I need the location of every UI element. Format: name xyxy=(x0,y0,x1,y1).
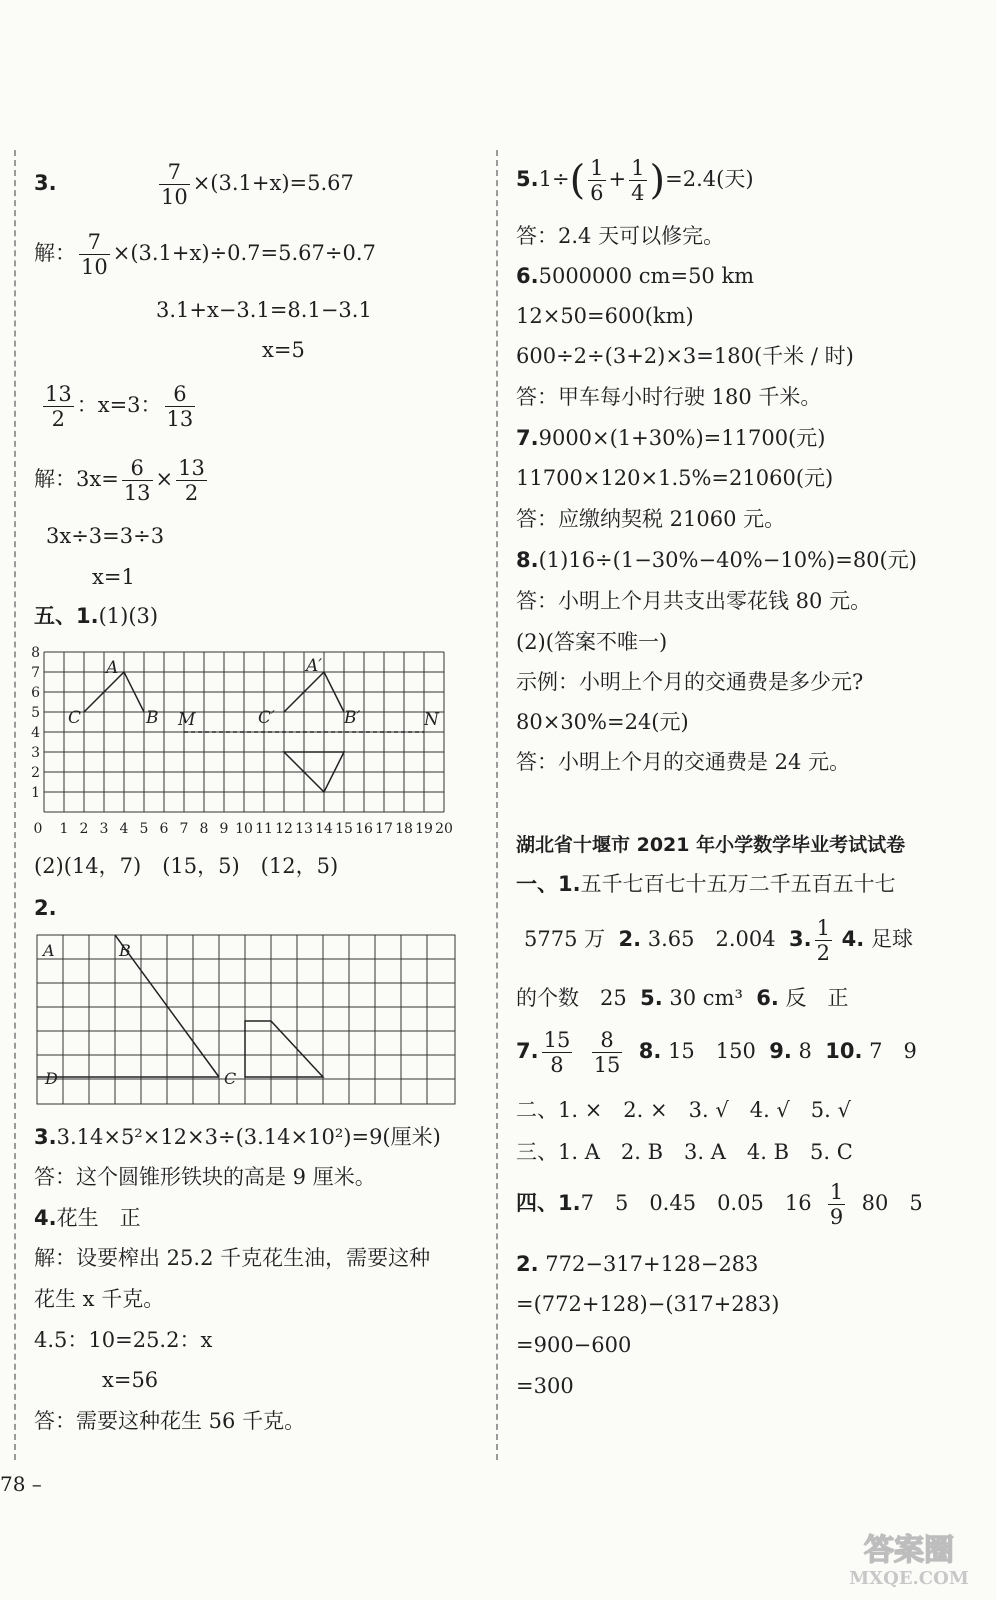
q4-solution-2: 花生 x 千克。 xyxy=(34,1287,165,1311)
point-label-c: C xyxy=(224,1069,237,1088)
x-tick: 17 xyxy=(375,821,393,837)
x-tick: 7 xyxy=(179,821,189,837)
q4-line: 4.花生 正 xyxy=(34,1206,141,1230)
q7-answer: 答：应缴纳契税 21060 元。 xyxy=(516,507,786,531)
q5-line: 5.1÷( $\frac{1}{6}$ + $\frac{1}{4}$ )=2.4(天) xyxy=(516,156,754,206)
q6-step2: 12×50=600(km) xyxy=(516,304,694,328)
s2-line: 二、1. × 2. × 3. √ 4. √ 5. √ xyxy=(516,1098,851,1122)
y-tick: 5 xyxy=(31,705,40,721)
point-label-c-prime: C′ xyxy=(258,708,275,728)
center-column-rule xyxy=(496,150,498,1460)
point-label-a: A xyxy=(106,658,119,678)
trapezoid xyxy=(245,1021,323,1077)
y-tick: 6 xyxy=(31,685,40,701)
s1-line1: 一、1.五千七百七十五万二千五百五十七 xyxy=(516,872,896,896)
ratio-equation: $\frac{13}{2}$ ：x=3： $\frac{6}{13}$ xyxy=(45,382,194,432)
section5-q1: 五、1.(1)(3) xyxy=(34,604,159,628)
s4-q2-line: 2. 772−317+128−283 xyxy=(516,1252,759,1276)
ratio-solution: 解：3x= $\frac{6}{13}$ × $\frac{13}{2}$ xyxy=(34,456,205,506)
fraction: $\frac{1}{6}$ xyxy=(590,156,604,206)
x-tick: 1 xyxy=(59,821,69,837)
fraction: $\frac{6}{13}$ xyxy=(166,382,194,432)
q3-step2: 3.1+x−3.1=8.1−3.1 xyxy=(156,298,372,322)
point-label-b-prime: B′ xyxy=(344,708,361,728)
x-tick: 2 xyxy=(79,821,89,837)
q7-step2: 11700×120×1.5%=21060(元) xyxy=(516,466,834,490)
q3-solution: 解： $\frac{7}{10}$ ×(3.1+x)÷0.7=5.67÷0.7 xyxy=(34,230,376,280)
point-label-a-prime: A′ xyxy=(306,656,323,676)
x-tick: 8 xyxy=(199,821,209,837)
q3-step3: x=5 xyxy=(262,338,305,362)
ratio-step3: x=1 xyxy=(92,565,135,589)
x-tick: 19 xyxy=(415,821,433,837)
coordinate-grid xyxy=(28,645,453,840)
q6-step3: 600÷2÷(3+2)×3=180(千米 / 时) xyxy=(516,344,854,368)
page-number: 78 – xyxy=(0,1472,42,1496)
s4-q2-step2: =(772+128)−(317+283) xyxy=(516,1292,780,1316)
x-tick: 0 xyxy=(33,821,43,837)
fraction: $\frac{1}{2}$ xyxy=(816,916,830,966)
fraction: $\frac{15}{8}$ xyxy=(543,1028,571,1078)
y-tick: 3 xyxy=(31,745,40,761)
point-label-c: C xyxy=(68,708,82,728)
x-tick: 10 xyxy=(235,821,253,837)
point-label-b: B xyxy=(119,941,131,960)
fraction: $\frac{1}{4}$ xyxy=(631,156,645,206)
fraction: $\frac{13}{2}$ xyxy=(45,382,72,432)
q8-answer-2: 答：小明上个月的交通费是 24 元。 xyxy=(516,750,851,774)
q5-answer: 答：2.4 天可以修完。 xyxy=(516,224,725,248)
fraction: $\frac{6}{13}$ xyxy=(123,456,151,506)
s1-line3: 的个数 25 5. 30 cm³ 6. 反 正 xyxy=(516,986,849,1010)
s4-line: 四、1.7 5 0.45 0.05 16 $\frac{1}{9}$ 80 5 xyxy=(516,1180,923,1230)
q3b-answer: 答：这个圆锥形铁块的高是 9 厘米。 xyxy=(34,1165,376,1189)
q3-line: 3. $\frac{7}{10}$ ×(3.1+x)=5.67 xyxy=(34,160,354,210)
q8-part2: (2)(答案不唯一) xyxy=(516,630,668,654)
x-tick: 3 xyxy=(99,821,109,837)
s4-q2-step4: =300 xyxy=(516,1374,574,1398)
fraction: $\frac{1}{9}$ xyxy=(829,1180,844,1230)
q4-answer: 答：需要这种花生 56 千克。 xyxy=(34,1409,306,1433)
q4-equation: 4.5：10=25.2：x xyxy=(34,1328,213,1352)
q8-example: 示例：小明上个月的交通费是多少元? xyxy=(516,670,864,694)
s3-line: 三、1. A 2. B 3. A 4. B 5. C xyxy=(516,1140,853,1164)
x-tick: 9 xyxy=(219,821,229,837)
section5-q1-part2: (2)(14，7) (15，5) (12，5) xyxy=(34,854,339,878)
q6-line: 6.5000000 cm=50 km xyxy=(516,264,755,288)
x-tick: 5 xyxy=(139,821,149,837)
left-column-rule xyxy=(14,150,16,1460)
fraction: $\frac{7}{10}$ xyxy=(81,230,108,280)
x-tick: 11 xyxy=(255,821,273,837)
point-label-m: M xyxy=(178,710,196,730)
watermark-url: MXQE.COM xyxy=(849,1568,969,1588)
q6-answer: 答：甲车每小时行驶 180 千米。 xyxy=(516,385,822,409)
watermark-text: 答案圈 xyxy=(864,1533,954,1568)
x-tick: 16 xyxy=(355,821,373,837)
exam-heading: 湖北省十堰市 2021 年小学数学毕业考试试卷 xyxy=(516,834,906,856)
q4-x: x=56 xyxy=(102,1368,159,1392)
x-tick: 14 xyxy=(315,821,333,837)
x-tick: 12 xyxy=(275,821,293,837)
q4-solution-1: 解：设要榨出 25.2 千克花生油，需要这种 xyxy=(34,1246,431,1270)
fraction: $\frac{8}{15}$ xyxy=(593,1028,621,1078)
q3b-line: 3.3.14×5²×12×3÷(3.14×10²)=9(厘米) xyxy=(34,1125,441,1149)
x-tick: 18 xyxy=(395,821,413,837)
x-tick: 4 xyxy=(119,821,129,837)
x-tick: 13 xyxy=(295,821,313,837)
point-label-d: D xyxy=(45,1069,58,1088)
x-tick: 15 xyxy=(335,821,353,837)
s4-q2-step3: =900−600 xyxy=(516,1333,632,1357)
ratio-step2: 3x÷3=3÷3 xyxy=(46,524,165,548)
x-tick: 6 xyxy=(159,821,169,837)
y-tick: 2 xyxy=(31,765,40,781)
point-label-n: N xyxy=(424,710,439,730)
watermark-logo xyxy=(844,1526,974,1588)
y-tick: 4 xyxy=(31,725,40,741)
fraction: $\frac{7}{10}$ xyxy=(160,160,188,210)
x-tick: 20 xyxy=(435,821,453,837)
fraction: $\frac{13}{2}$ xyxy=(178,456,205,506)
q2-label: 2. xyxy=(34,896,57,920)
q8-calc: 80×30%=24(元) xyxy=(516,710,689,734)
point-label-a: A xyxy=(43,941,55,960)
y-tick: 1 xyxy=(31,785,40,801)
s1-line2: 5775 万 2. 3.65 2.004 3. $\frac{1}{2}$ 4. 足球 xyxy=(524,916,913,966)
y-tick: 8 xyxy=(31,645,40,661)
q8-answer: 答：小明上个月共支出零花钱 80 元。 xyxy=(516,589,872,613)
s1-line4: 7. $\frac{15}{8}$ $\frac{8}{15}$ 8. 15 150 9. 8 10. 7 9 xyxy=(516,1028,917,1078)
q8-line: 8.(1)16÷(1−30%−40%−10%)=80(元) xyxy=(516,548,917,572)
drawing-grid xyxy=(36,934,458,1110)
point-label-b: B xyxy=(146,708,159,728)
y-tick: 7 xyxy=(31,665,40,681)
q7-line: 7.9000×(1+30%)=11700(元) xyxy=(516,426,826,450)
